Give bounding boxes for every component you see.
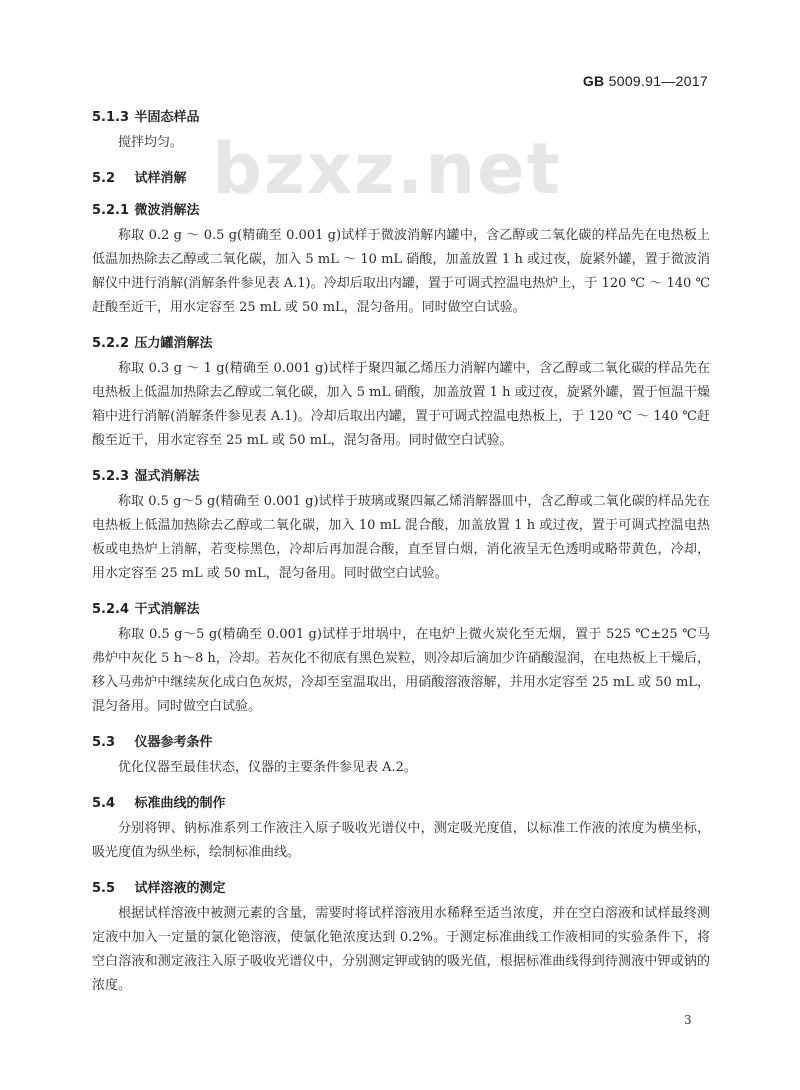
paragraph-5-2-2: 称取 0.3 g ～ 1 g(精确至 0.001 g)试样于聚四氟乙烯压力消解内罐中，含乙醇或二氧化碳的样品先在电热板上低温加热除去乙醇或二氧化碳，加入 5 mL 硝酸，加盖放置 1 h 或过夜，旋紧外罐，置于恒温干燥箱中进行消解(消解条件参见表 A.1)。冷却后取出内罐，置于可调式控温电热板上，于 120 ℃ ～ 140 ℃赶酸至近干，用水定容至 25 mL 或 50 mL，混匀备用。同时做空白试验。: [92, 361, 710, 448]
section-title: 干式消解法: [134, 602, 200, 617]
section-title: 试样消解: [134, 171, 187, 186]
watermark: bzxz.net: [212, 128, 563, 210]
heading-5-2-3: [92, 467, 710, 487]
section-title: 标准曲线的制作: [134, 796, 226, 811]
paragraph-5-5: 根据试样溶液中被测元素的含量，需要时将试样溶液用水稀释至适当浓度，并在空白溶液和试样最终测定液中加入一定量的氯化铯溶液，使氯化铯浓度达到 0.2%。于测定标准曲线工作液相同的实验条件下，将空白溶液和测定液注入原子吸收光谱仪中，分别测定钾或钠的吸光值，根据标准曲线得到待测液中钾或钠的浓度。: [92, 906, 710, 993]
paragraph-5-3: 优化仪器至最佳状态，仪器的主要条件参见表 A.2。: [118, 760, 417, 775]
page-number: 3: [684, 1013, 692, 1027]
section-number: 5.4: [92, 796, 116, 811]
standard-prefix: GB: [582, 73, 605, 89]
heading-5-3: [92, 733, 710, 753]
heading-5-5: [92, 879, 710, 899]
section-number: 5.2: [92, 171, 116, 186]
paragraph-5-2-1: 称取 0.2 g ～ 0.5 g(精确至 0.001 g)试样于微波消解内罐中，含乙醇或二氧化碳的样品先在电热板上低温加热除去乙醇或二氧化碳，加入 5 mL ～ 10 mL 硝酸，加盖放置 1 h 或过夜，旋紧外罐，置于微波消解仪中进行消解(消解条件参见表 A.1)。冷却后取出内罐，置于可调式控温电热炉上，于 120 ℃ ～ 140 ℃赶酸至近干，用水定容至 25 mL 或 50 mL，混匀备用。同时做空白试验。: [92, 228, 710, 315]
heading-5-1-3: [92, 108, 710, 128]
section-title: 压力罐消解法: [134, 336, 213, 351]
document-body: [92, 108, 710, 998]
paragraph-5-2-3: 称取 0.5 g～5 g(精确至 0.001 g)试样于玻璃或聚四氟乙烯消解器皿中，含乙醇或二氧化碳的样品先在电热板上低温加热除去乙醇或二氧化碳，加入 10 mL 混合酸，加盖放置 1 h 或过夜，置于可调式控温电热板或电热炉上消解，若变棕黑色，冷却后再加混合酸，直至冒白烟，消化液呈无色透明或略带黄色，冷却，用水定容至 25 mL 或 50 mL，混匀备用。同时做空白试验。: [92, 494, 710, 581]
paragraph-5-1-3: 搅拌均匀。: [118, 135, 184, 150]
paragraph-5-2-4: 称取 0.5 g～5 g(精确至 0.001 g)试样于坩埚中，在电炉上微火炭化至无烟，置于 525 ℃±25 ℃马弗炉中灰化 5 h～8 h，冷却。若灰化不彻底有黑色炭粒，则冷却后滴加少许硝酸湿润，在电热板上干燥后，移入马弗炉中继续灰化成白色灰烬，冷却至室温取出，用硝酸溶液溶解，并用水定容至 25 mL 或 50 mL，混匀备用。同时做空白试验。: [92, 627, 710, 714]
heading-5-2: [92, 169, 710, 189]
standard-number: 5009.91—2017: [608, 73, 708, 89]
section-number: 5.5: [92, 881, 116, 896]
section-title: 湿式消解法: [134, 469, 200, 484]
paragraph-5-4: 分别将钾、钠标准系列工作液注入原子吸收光谱仪中，测定吸光度值，以标准工作液的浓度为横坐标，吸光度值为纵坐标，绘制标准曲线。: [92, 821, 710, 860]
heading-5-4: [92, 794, 710, 814]
section-number: 5.2.3: [92, 469, 130, 484]
heading-5-2-1: [92, 201, 710, 221]
section-title: 微波消解法: [134, 203, 200, 218]
section-number: 5.2.2: [92, 336, 130, 351]
section-title: 半固态样品: [134, 110, 200, 125]
heading-5-2-2: [92, 334, 710, 354]
heading-5-2-4: [92, 600, 710, 620]
section-title: 仪器参考条件: [134, 735, 213, 750]
section-number: 5.2.4: [92, 602, 130, 617]
standard-code: [583, 73, 708, 89]
section-number: 5.1.3: [92, 110, 130, 125]
section-number: 5.3: [92, 735, 116, 750]
section-number: 5.2.1: [92, 203, 130, 218]
section-title: 试样溶液的测定: [134, 881, 226, 896]
